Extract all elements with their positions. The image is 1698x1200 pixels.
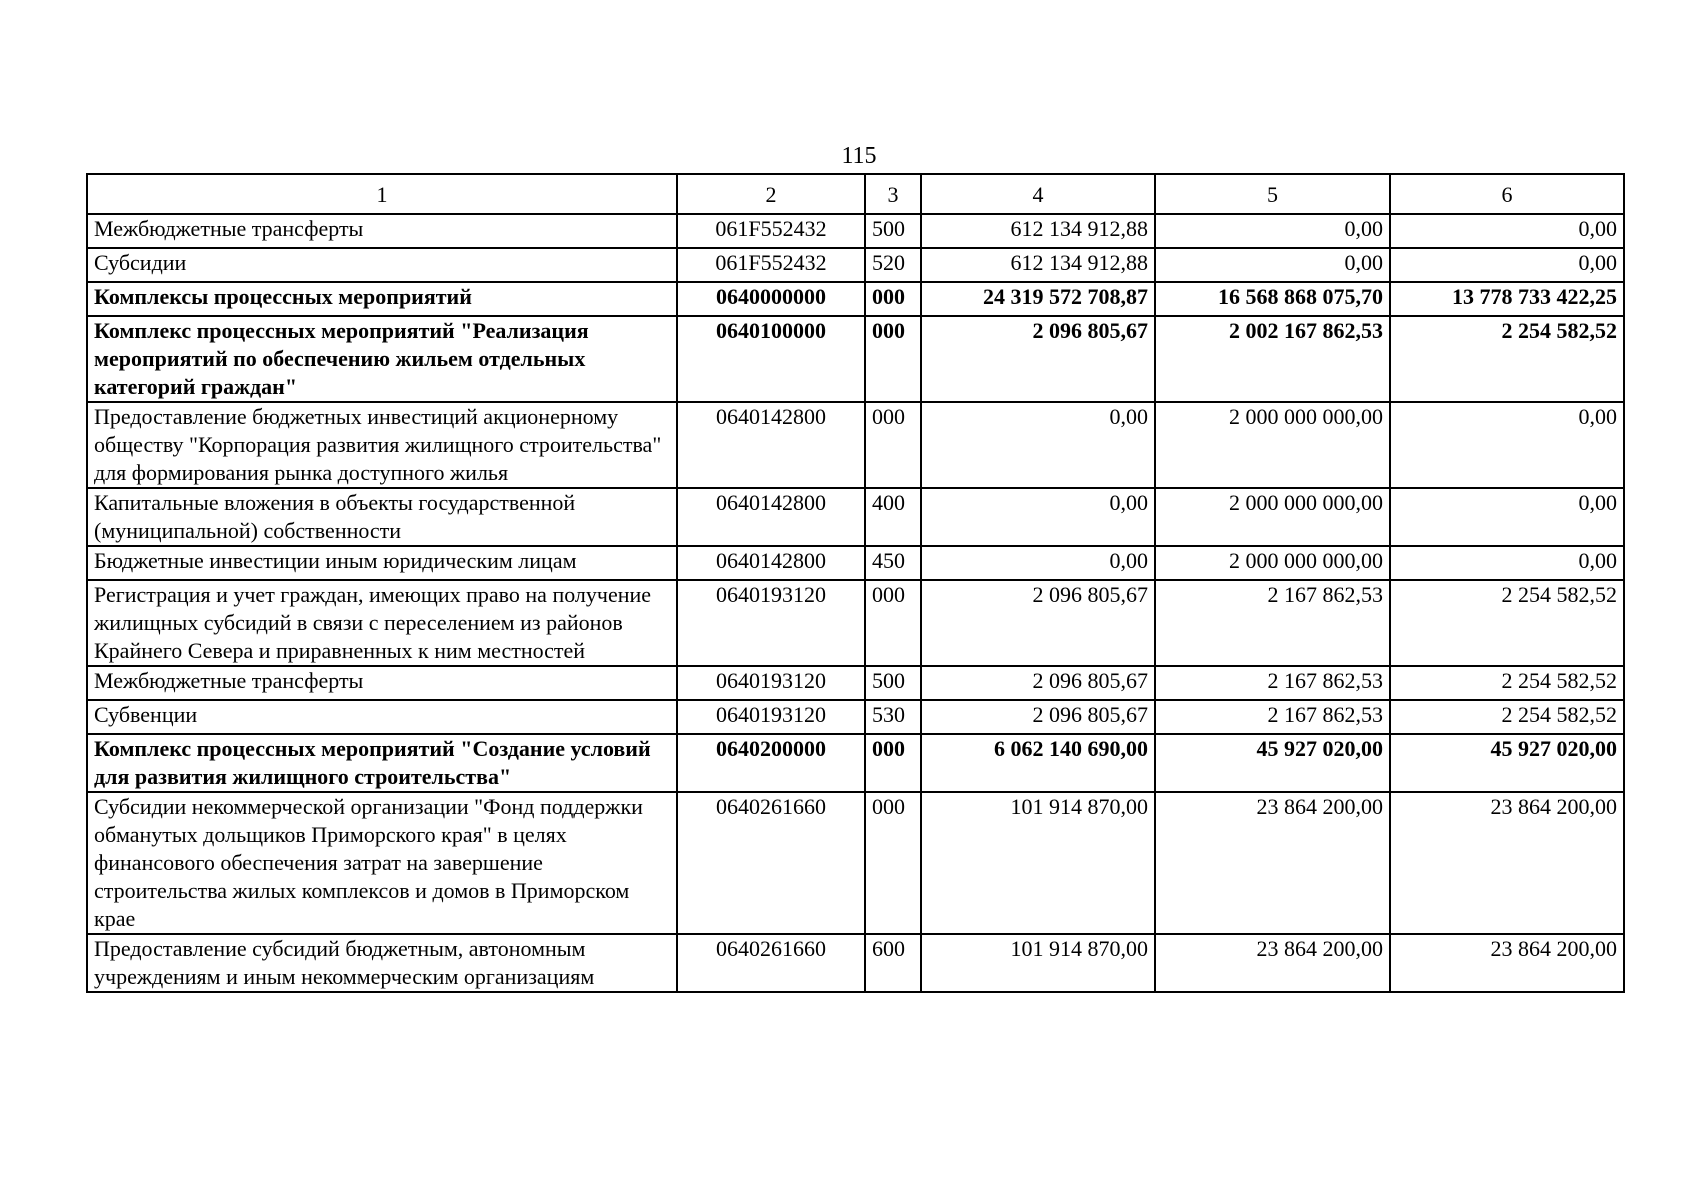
column-header-1: 1 [87, 174, 677, 214]
row-code-cell: 0640193120 [677, 666, 865, 700]
row-amount-col6: 0,00 [1390, 546, 1624, 580]
row-type-cell: 000 [865, 580, 921, 666]
row-amount-col5: 2 167 862,53 [1155, 666, 1390, 700]
row-amount-col4: 101 914 870,00 [921, 934, 1155, 992]
row-name-cell: Бюджетные инвестиции иным юридическим лицам [87, 546, 677, 580]
table-row [87, 580, 1624, 666]
row-amount-col6: 2 254 582,52 [1390, 316, 1624, 402]
row-type-cell: 000 [865, 316, 921, 402]
row-code-cell: 0640200000 [677, 734, 865, 792]
row-amount-col6: 2 254 582,52 [1390, 580, 1624, 666]
row-amount-col4: 2 096 805,67 [921, 666, 1155, 700]
row-type-cell: 000 [865, 282, 921, 316]
row-type-cell: 000 [865, 402, 921, 488]
table-row [87, 488, 1624, 546]
row-name-cell: Предоставление бюджетных инвестиций акционерному обществу "Корпорация развития жилищного строительства" для формирования рынка доступного жилья [87, 402, 677, 488]
row-type-cell: 600 [865, 934, 921, 992]
row-amount-col4: 0,00 [921, 488, 1155, 546]
row-code-cell: 0640142800 [677, 546, 865, 580]
page-number: 115 [841, 143, 877, 169]
column-header-6: 6 [1390, 174, 1624, 214]
row-amount-col6: 0,00 [1390, 402, 1624, 488]
column-header-3: 3 [865, 174, 921, 214]
header-row [87, 174, 1624, 214]
row-amount-col6: 0,00 [1390, 214, 1624, 248]
row-name-cell: Предоставление субсидий бюджетным, автономным учреждениям и иным некоммерческим организациям [87, 934, 677, 992]
table-row [87, 316, 1624, 402]
row-type-cell: 000 [865, 734, 921, 792]
table-row [87, 546, 1624, 580]
row-amount-col5: 2 000 000 000,00 [1155, 402, 1390, 488]
table-body [87, 214, 1624, 992]
row-amount-col4: 6 062 140 690,00 [921, 734, 1155, 792]
row-amount-col5: 2 167 862,53 [1155, 580, 1390, 666]
row-type-cell: 450 [865, 546, 921, 580]
row-name-cell: Комплекс процессных мероприятий "Реализация мероприятий по обеспечению жильем отдельных категорий граждан" [87, 316, 677, 402]
row-code-cell: 0640142800 [677, 488, 865, 546]
row-amount-col5: 16 568 868 075,70 [1155, 282, 1390, 316]
row-code-cell: 0640193120 [677, 580, 865, 666]
row-name-cell: Субсидии [87, 248, 677, 282]
row-amount-col5: 0,00 [1155, 214, 1390, 248]
row-code-cell: 0640000000 [677, 282, 865, 316]
row-type-cell: 520 [865, 248, 921, 282]
row-type-cell: 400 [865, 488, 921, 546]
row-amount-col4: 2 096 805,67 [921, 316, 1155, 402]
row-name-cell: Регистрация и учет граждан, имеющих право на получение жилищных субсидий в связи с переселением из районов Крайнего Севера и приравненных к ним местностей [87, 580, 677, 666]
row-type-cell: 500 [865, 666, 921, 700]
row-name-cell: Комплексы процессных мероприятий [87, 282, 677, 316]
table-row [87, 934, 1624, 992]
row-code-cell: 0640193120 [677, 700, 865, 734]
row-amount-col6: 0,00 [1390, 248, 1624, 282]
row-amount-col4: 612 134 912,88 [921, 214, 1155, 248]
row-name-cell: Межбюджетные трансферты [87, 666, 677, 700]
row-type-cell: 530 [865, 700, 921, 734]
table-row [87, 402, 1624, 488]
table-row [87, 282, 1624, 316]
column-header-2: 2 [677, 174, 865, 214]
row-amount-col4: 101 914 870,00 [921, 792, 1155, 934]
column-header-5: 5 [1155, 174, 1390, 214]
row-amount-col5: 0,00 [1155, 248, 1390, 282]
budget-table [86, 173, 1625, 993]
table-row [87, 666, 1624, 700]
row-amount-col4: 612 134 912,88 [921, 248, 1155, 282]
row-amount-col6: 2 254 582,52 [1390, 666, 1624, 700]
row-amount-col6: 13 778 733 422,25 [1390, 282, 1624, 316]
table-row [87, 700, 1624, 734]
row-code-cell: 0640261660 [677, 934, 865, 992]
row-amount-col5: 2 000 000 000,00 [1155, 488, 1390, 546]
table-row [87, 734, 1624, 792]
row-amount-col5: 23 864 200,00 [1155, 934, 1390, 992]
row-amount-col4: 0,00 [921, 546, 1155, 580]
row-amount-col4: 24 319 572 708,87 [921, 282, 1155, 316]
row-code-cell: 061F552432 [677, 214, 865, 248]
row-amount-col4: 2 096 805,67 [921, 580, 1155, 666]
row-amount-col5: 2 000 000 000,00 [1155, 546, 1390, 580]
row-name-cell: Межбюджетные трансферты [87, 214, 677, 248]
table-row [87, 792, 1624, 934]
row-code-cell: 0640261660 [677, 792, 865, 934]
column-header-4: 4 [921, 174, 1155, 214]
row-amount-col4: 0,00 [921, 402, 1155, 488]
row-amount-col4: 2 096 805,67 [921, 700, 1155, 734]
table-row [87, 248, 1624, 282]
row-type-cell: 000 [865, 792, 921, 934]
row-name-cell: Капитальные вложения в объекты государственной (муниципальной) собственности [87, 488, 677, 546]
row-amount-col5: 2 002 167 862,53 [1155, 316, 1390, 402]
row-name-cell: Комплекс процессных мероприятий "Создание условий для развития жилищного строительства" [87, 734, 677, 792]
table-row [87, 214, 1624, 248]
row-amount-col5: 2 167 862,53 [1155, 700, 1390, 734]
row-amount-col5: 45 927 020,00 [1155, 734, 1390, 792]
row-amount-col6: 45 927 020,00 [1390, 734, 1624, 792]
row-amount-col6: 2 254 582,52 [1390, 700, 1624, 734]
row-amount-col6: 23 864 200,00 [1390, 934, 1624, 992]
row-code-cell: 0640100000 [677, 316, 865, 402]
row-amount-col5: 23 864 200,00 [1155, 792, 1390, 934]
row-code-cell: 061F552432 [677, 248, 865, 282]
row-type-cell: 500 [865, 214, 921, 248]
row-amount-col6: 23 864 200,00 [1390, 792, 1624, 934]
row-code-cell: 0640142800 [677, 402, 865, 488]
row-amount-col6: 0,00 [1390, 488, 1624, 546]
row-name-cell: Субсидии некоммерческой организации "Фонд поддержки обманутых дольщиков Приморского края" в целях финансового обеспечения затрат на завершение строительства жилых комплексов и домов в Приморском крае [87, 792, 677, 934]
row-name-cell: Субвенции [87, 700, 677, 734]
